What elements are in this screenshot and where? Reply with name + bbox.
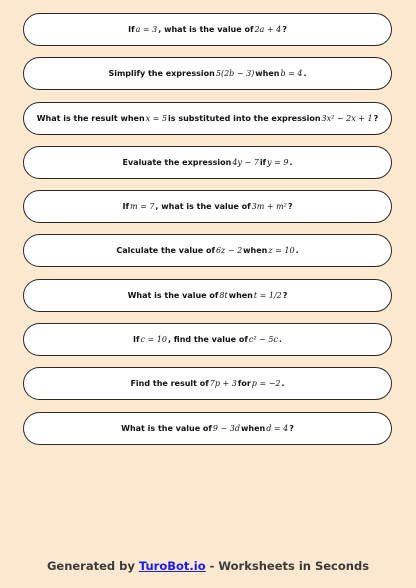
turobot-link[interactable]: TuroBot.io [138, 559, 206, 573]
question-text: ? [373, 113, 379, 123]
math-expression: x = 5 [145, 113, 168, 123]
question-text: What is the value of [121, 423, 212, 433]
math-expression: 8t [219, 290, 228, 300]
question-text: when [241, 423, 266, 433]
question-text: Calculate the value of [116, 246, 215, 256]
question-text: ? [289, 423, 294, 433]
math-expression: 7p + 3 [209, 379, 237, 389]
math-expression: 3m + m² [251, 202, 287, 212]
math-expression: c = 10 [140, 335, 167, 345]
math-expression: d = 4 [266, 423, 289, 433]
math-expression: b = 4 [280, 69, 303, 79]
question-text: ? [282, 25, 287, 34]
question-text: . [295, 246, 299, 256]
question-text: . [281, 379, 285, 389]
question-text: . [289, 157, 293, 167]
footer-prefix: Generated by [46, 559, 139, 573]
question-text: . [303, 69, 307, 79]
question-card-1 [23, 13, 392, 46]
question-text: when [243, 246, 268, 256]
math-expression: m = 7 [129, 202, 155, 212]
math-expression: a = 3 [135, 25, 158, 34]
math-expression: z = 10 [268, 246, 295, 256]
footer-suffix: - Worksheets in Seconds [205, 559, 370, 573]
question-text: Find the result of [130, 379, 209, 389]
question-text: if [259, 157, 267, 167]
question-text: If [122, 202, 129, 212]
question-text: If [128, 25, 135, 34]
math-expression: t = 1/2 [253, 290, 282, 300]
math-expression: 2a + 4 [254, 25, 282, 34]
question-text: Evaluate the expression [122, 157, 232, 167]
question-text: , find the value of [167, 335, 248, 345]
math-expression: p = −2 [251, 379, 281, 389]
question-list [23, 13, 393, 456]
question-card-5 [23, 190, 392, 223]
question-card-3 [23, 102, 392, 135]
question-card-8 [23, 323, 392, 356]
question-text: Simplify the expression [108, 69, 215, 79]
question-card-6 [23, 234, 392, 267]
question-text: What is the result when [36, 113, 145, 123]
question-text: , what is the value of [158, 25, 254, 34]
math-expression: 3x² − 2x + 1 [321, 113, 373, 123]
math-expression: 9 − 3d [212, 423, 241, 433]
math-expression: c² − 5c [248, 335, 278, 345]
question-card-2 [23, 57, 392, 90]
question-card-9 [23, 367, 392, 400]
math-expression: 5(2b − 3) [215, 69, 255, 79]
question-text: , what is the value of [155, 202, 251, 212]
question-card-10 [23, 412, 392, 445]
question-text: ? [282, 290, 288, 300]
question-text: when [255, 69, 280, 79]
question-text: ? [287, 202, 293, 212]
footer [0, 559, 416, 573]
question-text: for [237, 379, 251, 389]
question-text: when [228, 290, 253, 300]
question-card-7 [23, 279, 392, 312]
question-text: is substituted into the expression [168, 113, 321, 123]
math-expression: 6z − 2 [215, 246, 243, 256]
question-text: . [278, 335, 282, 345]
question-text: What is the value of [127, 290, 219, 300]
question-card-4 [23, 146, 392, 179]
question-text: If [133, 335, 140, 345]
math-expression: 4y − 7 [232, 157, 259, 167]
math-expression: y = 9 [267, 157, 289, 167]
